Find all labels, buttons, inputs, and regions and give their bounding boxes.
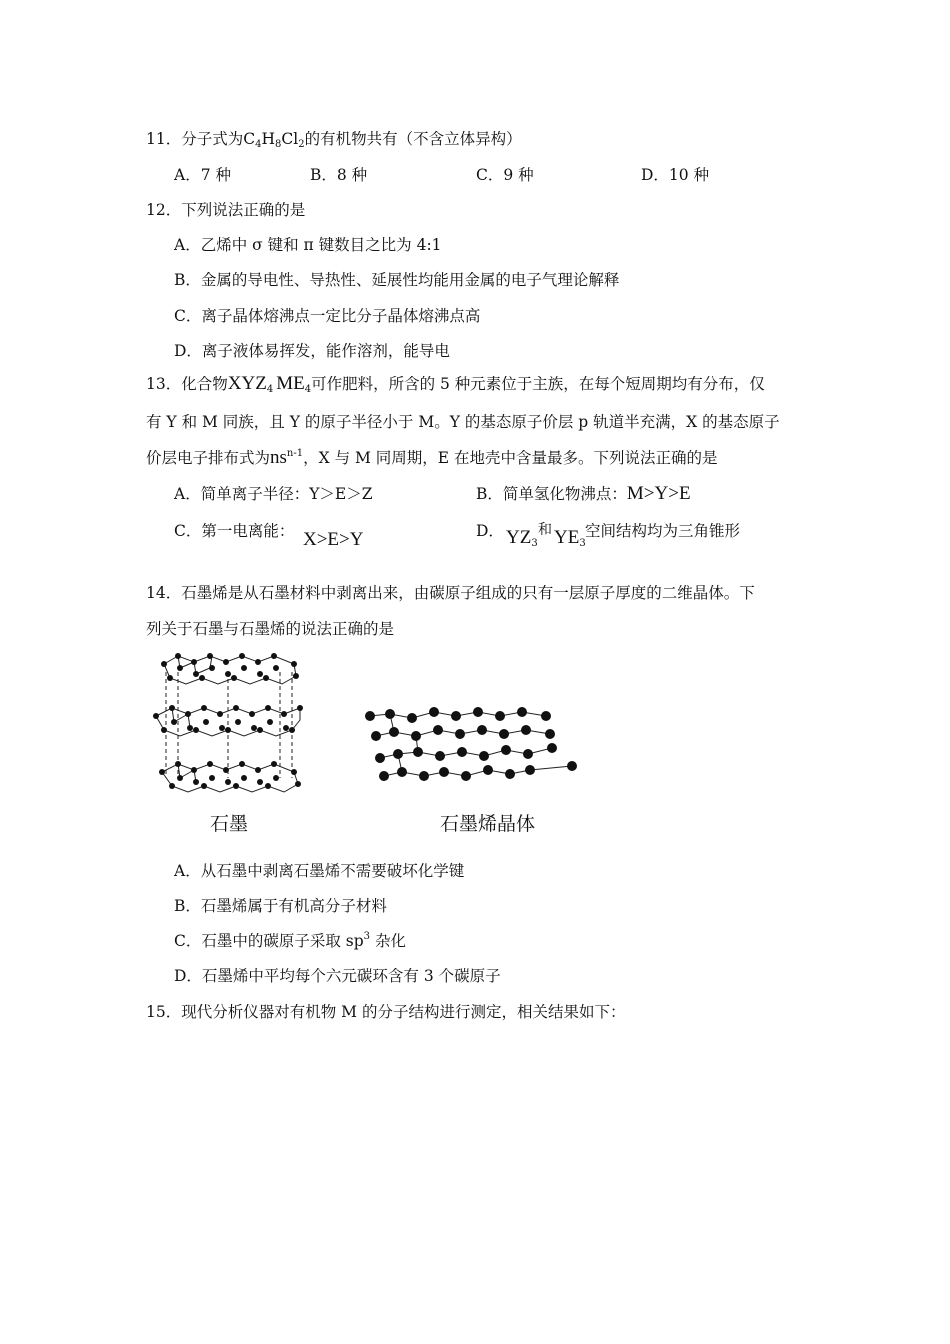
q14-line-1: 14．石墨烯是从石墨材料中剥离出来，由碳原子组成的只有一层原子厚度的二维晶体。下 <box>146 584 755 602</box>
q11-option-d: D．10 种 <box>641 166 710 184</box>
q13-option-c-label: C．第一电离能： <box>174 522 295 540</box>
graphite-caption: 石墨 <box>210 813 249 835</box>
q13-option-a: A．简单离子半径：Y＞E＞Z <box>174 485 373 503</box>
q12-option-c: C．离子晶体熔沸点一定比分子晶体熔沸点高 <box>174 307 481 325</box>
q11-stem: 11．分子式为$C_4H_8Cl_2$的有机物共有（不含立体异构） <box>146 130 522 150</box>
q14-option-d: D．石墨烯中平均每个六元碳环含有 3 个碳原子 <box>174 967 501 985</box>
q13-option-d-formula-2: $YE_3$ <box>554 527 586 549</box>
q13-option-d-tail: 空间结构均为三角锥形 <box>585 522 741 540</box>
q13-line-2: 有 Y 和 M 同族，且 Y 的原子半径小于 M。Y 的基态原子价层 p 轨道半充满，X 的基态原子 <box>146 413 780 431</box>
q11-option-a: A．7 种 <box>174 166 231 184</box>
q13-option-b: B．简单氢化物沸点：M>Y>E <box>476 483 691 504</box>
q13-line-3: 价层电子排布式为$ns^{n-1}$，X 与 M 同周期，E 在地壳中含量最多。下列说法正确的是 <box>146 447 718 468</box>
graphene-caption: 石墨烯晶体 <box>440 813 536 835</box>
graphite-structure-figure <box>150 650 310 800</box>
q12-option-d: D．离子液体易挥发，能作溶剂，能导电 <box>174 342 450 360</box>
q13-option-c-value: X>E>Y <box>303 529 364 550</box>
q12-option-b: B．金属的导电性、导热性、延展性均能用金属的电子气理论解释 <box>174 271 620 289</box>
q13-option-d: D． <box>476 522 504 540</box>
q14-line-2: 列关于石墨与石墨烯的说法正确的是 <box>146 620 395 638</box>
q14-option-c: C．石墨中的碳原子采取 $sp^3$ 杂化 <box>174 931 406 950</box>
q13-line-1: 13．化合物$XYZ_4$ $ME_4$可作肥料，所含的 5 种元素位于主族，在每个短周期均有分布，仅 <box>146 373 765 395</box>
q15-stem: 15．现代分析仪器对有机物 M 的分子结构进行测定，相关结果如下： <box>146 1003 626 1021</box>
q13-option-d-formula-1: $YZ_3$ <box>506 527 538 549</box>
q12-option-a: A．乙烯中 σ 键和 π 键数目之比为 4:1 <box>174 236 442 254</box>
q14-option-b: B．石墨烯属于有机高分子材料 <box>174 897 387 915</box>
q11-option-c: C．9 种 <box>476 166 534 184</box>
q11-option-b: B．8 种 <box>310 166 368 184</box>
graphene-sheet-figure <box>360 700 580 790</box>
q13-option-d-and: 和 <box>538 522 552 538</box>
q14-option-a: A．从石墨中剥离石墨烯不需要破坏化学键 <box>174 862 465 880</box>
q12-stem: 12．下列说法正确的是 <box>146 201 306 219</box>
